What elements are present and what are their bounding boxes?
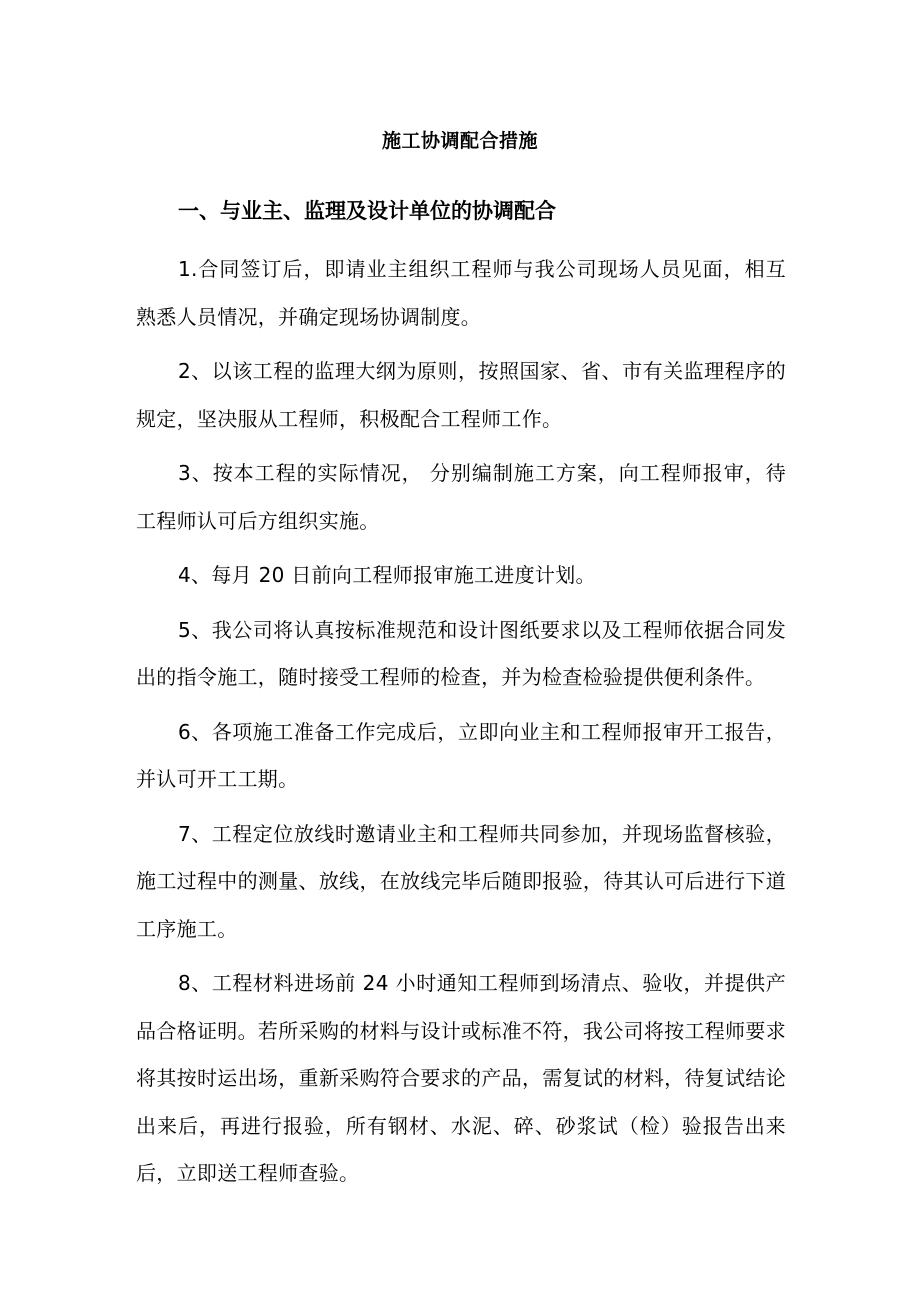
paragraph-3: 3、按本工程的实际情况， 分别编制施工方案，向工程师报审，待工程师认可后方组织实施。 [136,461,786,533]
paragraph-5: 5、我公司将认真按标准规范和设计图纸要求以及工程师依据合同发出的指令施工，随时接受工程师的检查，并为检查检验提供便利条件。 [136,617,786,689]
paragraph-4: 4、每月 20 日前向工程师报审施工进度计划。 [178,563,596,587]
paragraph-7: 7、工程定位放线时邀请业主和工程师共同参加，并现场监督核验，施工过程中的测量、放线，在放线完毕后随即报验，待其认可后进行下道工序施工。 [136,821,786,941]
section-heading: 一、与业主、监理及设计单位的协调配合 [178,199,556,223]
paragraph-8: 8、工程材料进场前 24 小时通知工程师到场清点、验收，并提供产品合格证明。若所采购的材料与设计或标准不符，我公司将按工程师要求将其按时运出场，重新采购符合要求的产品，需复试的材料，待复试结论出来后，再进行报验，所有钢材、水泥、碎、砂浆试（检）验报告出来后，立即送工程师查验。 [136,971,786,1185]
paragraph-list [136,246,786,1205]
paragraph-1: 1.合同签订后，即请业主组织工程师与我公司现场人员见面，相互熟悉人员情况，并确定现场协调制度。 [136,257,786,329]
paragraph-2: 2、以该工程的监理大纲为原则，按照国家、省、市有关监理程序的规定，坚决服从工程师，积极配合工程师工作。 [136,359,786,431]
document-title: 施工协调配合措施 [381,130,538,152]
paragraph-6: 6、各项施工准备工作完成后，立即向业主和工程师报审开工报告，并认可开工工期。 [136,719,786,791]
